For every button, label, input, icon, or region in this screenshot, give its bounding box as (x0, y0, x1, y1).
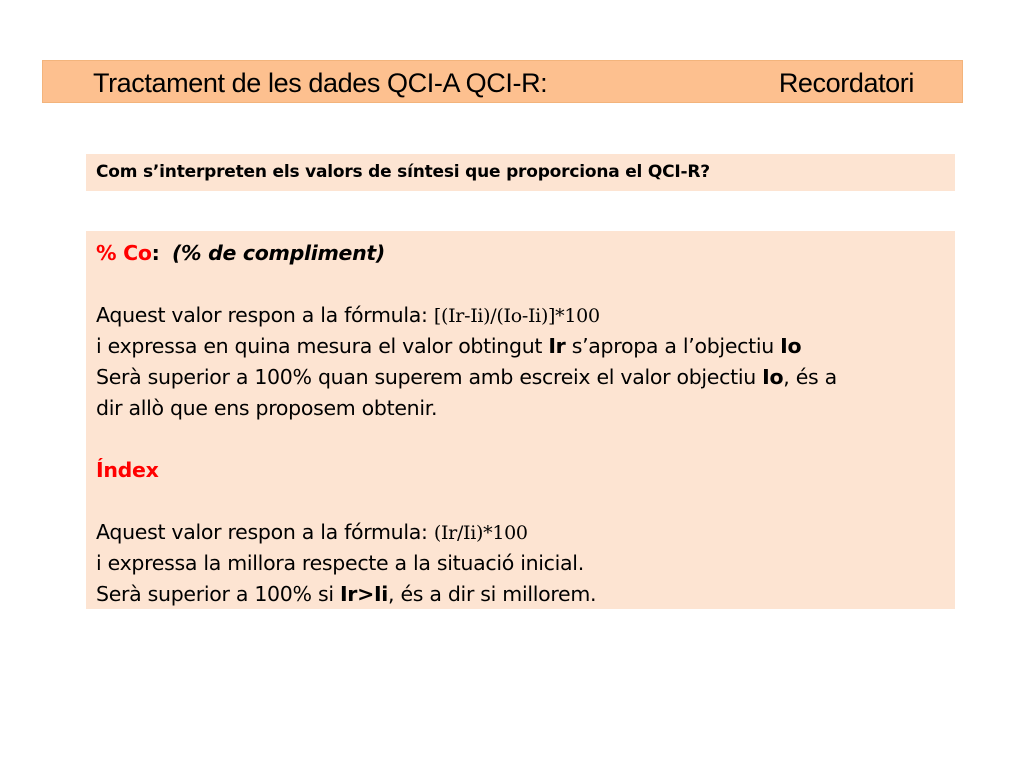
slide-title: Tractament de les dades QCI-A QCI-R: (93, 68, 548, 98)
spacer (96, 269, 955, 300)
co-line-2-mid: s’apropa a l’objectiu (565, 334, 781, 358)
slide-title-bar (42, 60, 963, 103)
index-line-3-post: , és a dir si millorem. (388, 582, 597, 606)
index-condition: Ir>Ii (339, 582, 389, 606)
co-line-3-text: Serà superior a 100% quan superem amb escreix el valor objectiu (96, 365, 763, 389)
co-subtitle: (% de compliment) (171, 241, 385, 265)
co-line-2 (96, 331, 955, 362)
co-heading (96, 238, 955, 269)
co-ir: Ir (548, 334, 566, 358)
index-line-3-text: Serà superior a 100% si (96, 582, 340, 606)
co-io: Io (780, 334, 802, 358)
question-box (86, 154, 955, 191)
index-heading (96, 455, 955, 486)
index-line-3 (96, 579, 955, 610)
question-text: Com s’interpreten els valors de síntesi que proporciona el QCI-R? (96, 162, 710, 182)
co-formula: [(Ir-Ii)/(Io-Ii)]*100 (433, 305, 600, 327)
spacer (96, 424, 955, 455)
co-line-3-post: , és a (783, 365, 837, 389)
co-colon: : (151, 241, 160, 265)
co-io-2: Io (762, 365, 784, 389)
index-formula-prefix: Aquest valor respon a la fórmula: (96, 520, 434, 544)
co-formula-prefix: Aquest valor respon a la fórmula: (96, 303, 434, 327)
explanation-box (86, 231, 955, 609)
slide-title-tag: Recordatori (778, 68, 914, 98)
index-formula: (Ir/Ii)*100 (433, 522, 528, 544)
co-line-4: dir allò que ens proposem obtenir. (96, 396, 438, 420)
index-label: Índex (96, 458, 159, 482)
co-line-2-text: i expressa en quina mesura el valor obtingut (96, 334, 549, 358)
co-label: % Co (96, 241, 152, 265)
index-line-2: i expressa la millora respecte a la situació inicial. (96, 551, 584, 575)
co-line-3 (96, 362, 955, 393)
spacer (96, 486, 955, 517)
index-formula-line (96, 517, 955, 548)
co-formula-line (96, 300, 955, 331)
